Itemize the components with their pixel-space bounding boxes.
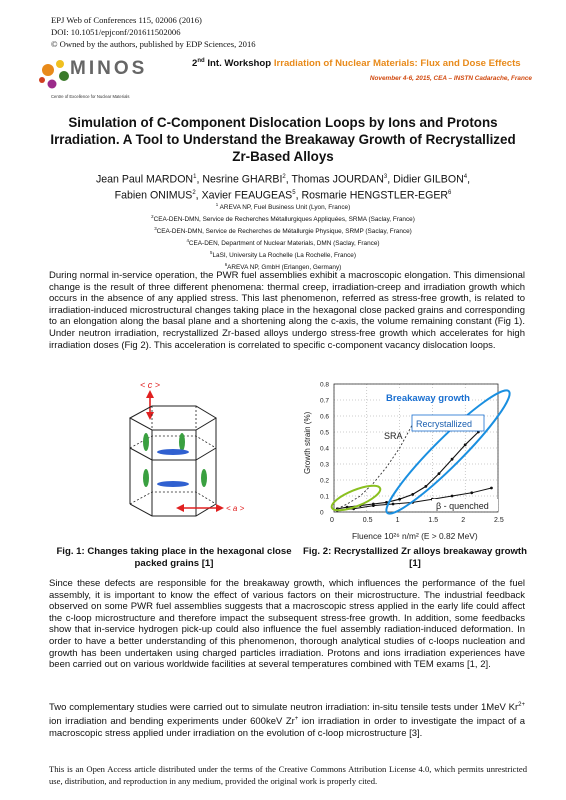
x-axis-label: Fluence 10²⁶ n/m² (E > 0.82 MeV) [352,531,478,541]
logo-subtitle: Centre of Excellence for Nuclear Materials [51,94,130,99]
a-axis-arrowhead-icon [176,504,184,512]
affiliation-mark: 4 [186,238,189,244]
figure-2-caption: Fig. 2: Recrystallized Zr alloys breakaway growth [1] [303,546,527,569]
workshop-date: November 4-6, 2015, CEA – INSTN Cadarache, France [369,75,532,82]
author-name: Didier GILBON [393,173,464,186]
title-line: Zr-Based Alloys [232,149,334,164]
author-name: Rosmarie HENGSTLER-EGER [301,189,449,202]
workshop-ordinal: 2 [192,58,198,70]
affiliation-mark: 3 [154,226,157,232]
y-tick-label: 0 [320,509,324,517]
author-affil-mark: 2 [192,190,196,197]
ion-charge: 2+ [518,702,525,708]
y-tick-label: 0.3 [320,461,330,469]
paragraph-intro: During normal in-service operation, the PWR fuel assemblies exhibit a macroscopic elongation. This dimensional change is the result of three different phenomena: thermal creep, irradiation-creep and irradiation growth which occurs in the absence of any applied stress. This last phenomenon, referred as stress-free growth, is related to irradiation-induced microstructural changes taking place in the hexagonal close packed grains and corresponding to an elongation along the basal plane and a shortening along the c-axis, the volume remaining constant (Fig 1). Under neutron irradiation, recrystallized Zr-based alloys undergo stress-free growth which accelerates for high irradiation doses (Fig 2). This acceleration is correlated to specific c-component vacancy dislocation loops. [49,270,525,351]
affiliation-list [60,201,506,273]
x-tick-label: 1 [395,517,400,524]
x-tick-label: 1.5 [428,517,439,524]
recrystallized-label: Recrystallized [416,419,473,429]
paragraph-text: Two complementary studies were carried out to simulate neutron irradiation: in-situ tensile tests under 1MeV Kr [49,702,519,714]
prismatic-loop-icon [143,433,149,451]
prismatic-loop-icon [201,469,207,487]
sra-label: SRA [384,431,403,441]
a-axis-label: < a > [226,504,245,513]
author-affil-mark: 2 [282,174,286,180]
breakaway-label: Breakaway growth [386,393,470,404]
data-point [438,472,441,475]
y-tick-label: 0.7 [320,397,330,405]
y-tick-label: 0.1 [320,493,330,501]
x-tick-label: 2.5 [494,517,504,524]
x-tick-label: 2 [461,517,466,524]
y-tick-label: 0.6 [320,413,330,421]
y-tick-label: 0.4 [320,445,330,453]
affiliation-mark: 2 [151,214,154,220]
a-axis-arrowhead-icon [216,504,224,512]
author-affil-mark: 4 [463,174,468,180]
figure-1-hcp-diagram [118,378,250,538]
doi-line: DOI: 10.1051/epjconf/201611502006 [51,27,181,37]
figure-2-growth-chart [300,378,518,548]
workshop-ordinal-suffix: nd [197,58,205,64]
affiliation [60,249,506,261]
title-line: Simulation of C-Component Dislocation Loops by Ions and Protons [68,115,498,130]
figure-1-caption: Fig. 1: Changes taking place in the hexagonal close packed grains [1] [56,546,292,569]
data-point [490,487,493,490]
affiliation-text: CEA-DEN, Department of Nuclear Materials, DMN (Saclay, France) [188,240,380,248]
data-point [424,485,427,488]
paragraph-defects: Since these defects are responsible for the breakaway growth, which influences the performance of the fuel assembly, it is important to know the effect of various factors on their microstructure. The industrial feedback observed on some PWR fuel assemblies suggests that a macroscopic stress applied in the early life could affect the c-loop microstructure and therefore impact the subsequent stress-free growth. In addition, some feedbacks show that in-service hydrogen pick-up could also influence the fuel assembly radiation-induced deformation. In order to have a better understanding of this phenomenon, thorough analytical studies of c-loops nucleation and growth has been undertaken using charged particles irradiation. Protons and ions irradiation experiences have been carried out on various worldwide facilities at several temperatures combined with TEM exams [1, 2]. [49,578,525,671]
hex-bottom-face-back [130,492,216,504]
prismatic-loop-icon [179,433,185,451]
data-point [398,498,401,501]
data-point [451,458,454,461]
paragraph-text: ion irradiation in order to investigate the impact of a macroscopic stress applied under irradiation on the evolution of c-loop microstructure [3]. [49,715,525,739]
affiliation [60,213,506,225]
affiliation [60,225,506,237]
data-point [470,491,473,494]
license-footer: This is an Open Access article distributed under the terms of the Creative Commons Attribution License 4.0, which permits unrestricted use, distribution, and reproduction in any medium, provided the original work is properly cited. [49,764,527,786]
y-tick-label: 0.2 [320,477,330,485]
affiliation-mark: 5 [210,250,213,256]
x-tick-label: 0 [330,517,334,524]
logo-name: MINOS [70,58,148,79]
workshop-title [192,58,532,69]
author-name: Nesrine GHARBI [202,173,283,186]
data-point [464,443,467,446]
low-dose-highlight [329,481,383,515]
y-tick-label: 0.5 [320,429,330,437]
title-line: Irradiation. A Tool to Understand the Breakaway Growth of Recrystallized [50,132,516,147]
x-tick-label: 0.5 [362,517,373,524]
data-point [372,504,375,507]
author-affil-mark: 5 [292,190,296,197]
data-point [451,495,454,498]
affiliation-text: AREVA NP, GmbH (Erlangen, Germany) [227,264,342,272]
basal-loop-icon [157,449,189,455]
quenched-label: β - quenched [436,501,489,511]
workshop-label: Int. Workshop [207,58,272,70]
author-name: Thomas JOURDAN [291,173,384,186]
paper-title [40,114,526,165]
affiliation-text: LaSI, University La Rochelle (La Rochelle, France) [212,252,356,260]
hex-upper-plane-back [130,436,216,448]
affiliation-text: CEA-DEN-DMN, Service de Recherches de Métallurgie Physique, SRMP (Saclay, France) [156,228,412,236]
author-name: Xavier FEAUGEAS [201,189,293,202]
c-axis-arrowhead-icon [146,390,154,398]
hex-bottom-face [130,504,216,516]
author-name: Jean Paul MARDON [95,173,194,186]
basal-loop-icon [157,481,189,487]
journal-line: EPJ Web of Conferences 115, 02006 (2016) [51,15,202,25]
affiliation [60,201,506,213]
data-point [392,503,395,506]
workshop-theme: Irradiation of Nuclear Materials: Flux and Dose Effects [273,58,521,70]
hex-top-face [130,406,216,430]
y-axis-label: Growth strain (%) [303,411,312,474]
author-affil-mark: 3 [383,174,388,180]
paragraph-text: ion irradiation and bending experiments under 600keV Zr [49,715,295,727]
author-affil-mark: 6 [448,190,452,197]
ion-charge: + [294,715,299,722]
y-tick-label: 0.8 [320,381,330,389]
prismatic-loop-icon [143,469,149,487]
author-name: Fabien ONIMUS [114,189,193,202]
affiliation-mark: 1 [215,202,219,207]
copyright-line: © Owned by the authors, published by EDP Sciences, 2016 [51,39,256,49]
c-axis-label: < c > [140,380,161,390]
affiliation-text: AREVA NP, Fuel Business Unit (Lyon, France) [219,204,351,212]
affiliation-text: CEA-DEN-DMN, Service de Recherches Métallurgiques Appliquées, SRMA (Saclay, France) [153,216,415,224]
affiliation [60,237,506,249]
affiliation-mark: 6 [224,262,228,268]
author-affil-mark: 1 [193,174,197,180]
publication-header [51,14,256,50]
author-list: Jean Paul MARDON$^1$, Nesrine GHARBI$^2$, Thomas JOURDAN$^3$, Didier GILBON$^4$, Fabien ONIMUS$^2$, Xavier FEAUGEAS$^5$, Rosmarie HENGSTLER-EGER$^6$ [95,173,471,202]
c-axis-arrowhead-icon [146,412,154,420]
data-point [411,493,414,496]
paragraph-studies [49,700,525,739]
